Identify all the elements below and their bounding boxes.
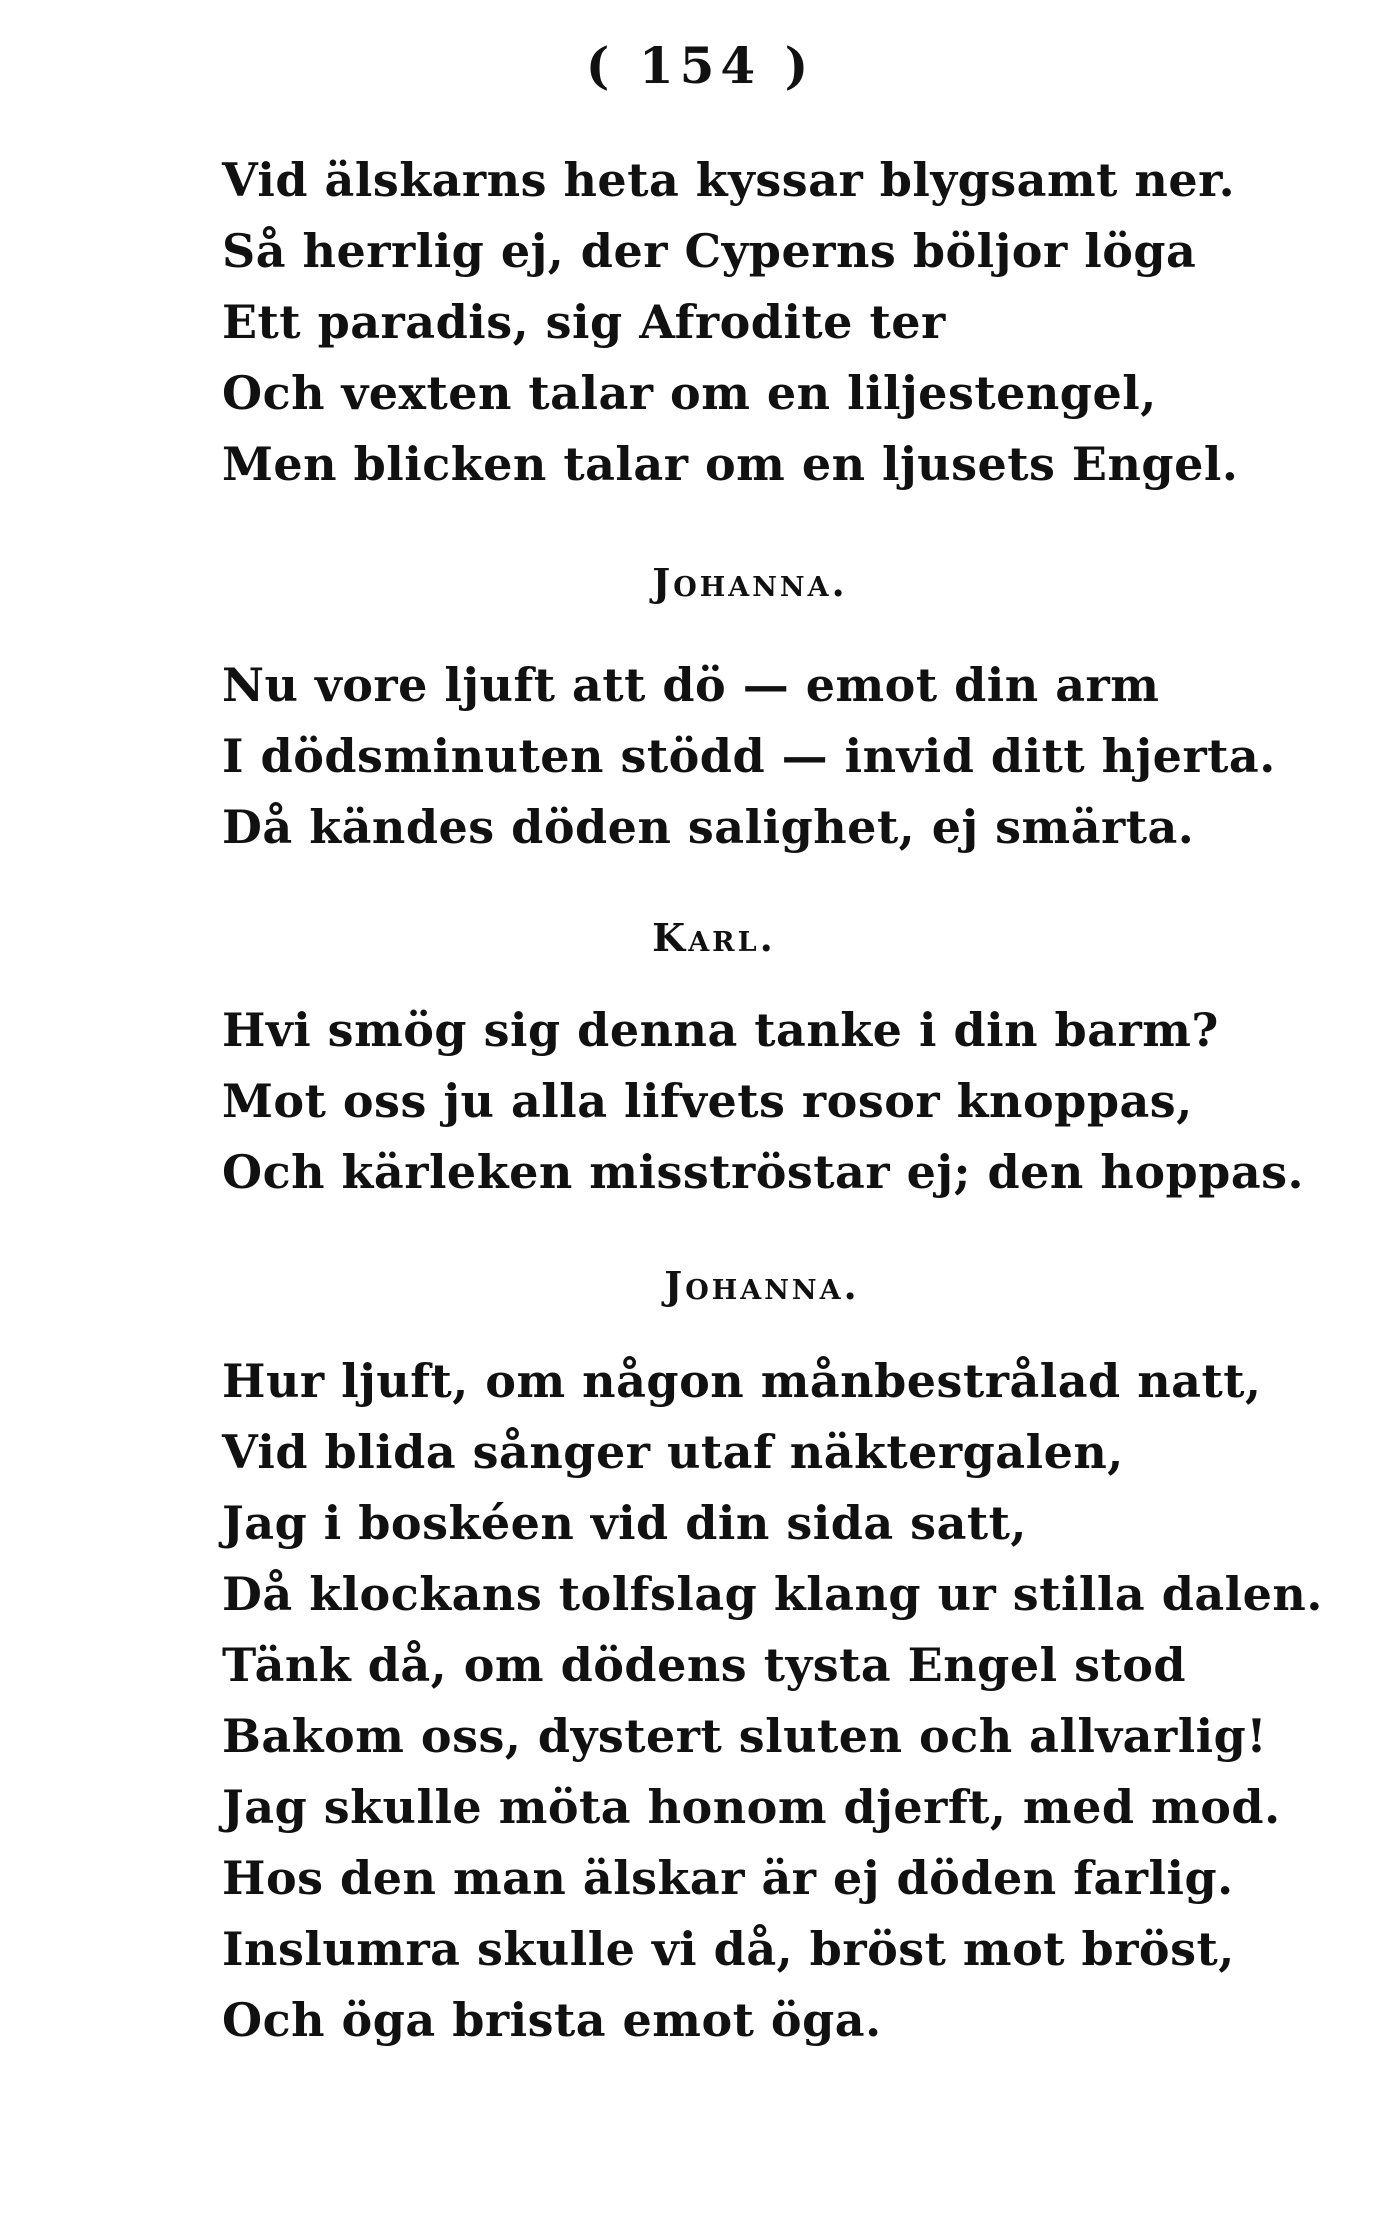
page-number: ( 154 ) — [585, 36, 815, 95]
verse-line: Inslumra skulle vi då, bröst mot bröst, — [222, 1922, 1235, 1976]
verse-line: Hvi smög sig denna tanke i din barm? — [222, 1003, 1219, 1057]
verse-line: Ett paradis, sig Afrodite ter — [222, 295, 946, 349]
verse-line: Då klockans tolfslag klang ur stilla dalen. — [222, 1567, 1323, 1621]
speaker-name: Johanna. — [664, 1263, 860, 1308]
speaker-name: Johanna. — [652, 560, 848, 605]
verse-stanza — [222, 650, 1276, 863]
verse-line: Vid älskarns heta kyssar blygsamt ner. — [222, 153, 1236, 207]
verse-line: Hur ljuft, om någon månbestrålad natt, — [222, 1354, 1262, 1408]
verse-line: Vid blida sånger utaf näktergalen, — [222, 1425, 1124, 1479]
verse-stanza — [222, 145, 1239, 500]
verse-stanza — [222, 1346, 1323, 2056]
verse-line: Mot oss ju alla lifvets rosor knoppas, — [222, 1074, 1193, 1128]
verse-line: Jag i boskéen vid din sida satt, — [222, 1496, 1027, 1550]
verse-line: Nu vore ljuft att dö — emot din arm — [222, 658, 1160, 712]
verse-line: Tänk då, om dödens tysta Engel stod — [222, 1638, 1187, 1692]
verse-line: Och kärleken misströstar ej; den hoppas. — [222, 1145, 1305, 1199]
verse-line: Så herrlig ej, der Cyperns böljor löga — [222, 224, 1197, 278]
verse-line: Och vexten talar om en liljestengel, — [222, 366, 1157, 420]
verse-line: Och öga brista emot öga. — [222, 1993, 882, 2047]
verse-line: Bakom oss, dystert sluten och allvarlig! — [222, 1709, 1268, 1763]
verse-line: I dödsminuten stödd — invid ditt hjerta. — [222, 729, 1276, 783]
verse-line: Då kändes döden salighet, ej smärta. — [222, 800, 1195, 854]
verse-line: Men blicken talar om en ljusets Engel. — [222, 437, 1239, 491]
verse-line: Jag skulle möta honom djerft, med mod. — [222, 1780, 1281, 1834]
speaker-name: Karl. — [652, 915, 776, 960]
verse-stanza — [222, 995, 1305, 1208]
verse-line: Hos den man älskar är ej döden farlig. — [222, 1851, 1234, 1905]
